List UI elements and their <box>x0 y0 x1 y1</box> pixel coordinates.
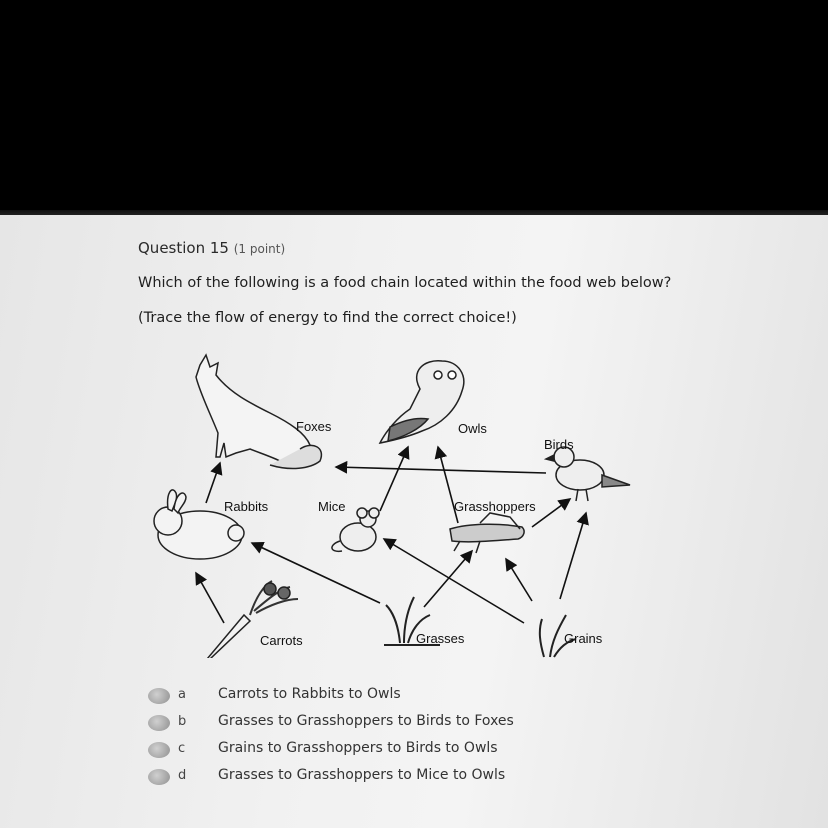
option-letter: a <box>178 687 186 702</box>
label-grains: Grains <box>564 631 603 646</box>
option-text: Grasses to Grasshoppers to Mice to Owls <box>218 767 506 783</box>
arrow-grains-mice <box>384 539 524 623</box>
option-text: Grains to Grasshoppers to Birds to Owls <box>218 740 498 756</box>
label-owls: Owls <box>458 421 487 436</box>
mouse-illustration <box>332 508 379 551</box>
fox-illustration <box>196 355 321 468</box>
label-mice: Mice <box>318 499 346 514</box>
arrow-carrots-rabbits <box>196 573 224 623</box>
label-grasshoppers: Grasshoppers <box>454 499 536 514</box>
radio-button[interactable] <box>148 688 170 704</box>
option-text: Grasses to Grasshoppers to Birds to Foxes <box>218 713 514 729</box>
radio-button[interactable] <box>148 715 170 731</box>
label-birds: Birds <box>544 437 574 452</box>
food-web-diagram <box>140 353 640 658</box>
option-text: Carrots to Rabbits to Owls <box>218 686 401 702</box>
question-title: Question 15 <box>138 239 229 257</box>
option-letter: c <box>178 741 186 756</box>
radio-button[interactable] <box>148 742 170 758</box>
arrow-mice-owls <box>380 447 408 511</box>
arrow-grains-birds <box>560 513 586 599</box>
arrow-grasshoppers-birds <box>532 499 570 527</box>
option-a[interactable] <box>148 686 548 710</box>
bird-illustration <box>546 447 630 501</box>
owl-illustration <box>380 361 464 443</box>
label-rabbits: Rabbits <box>224 499 269 514</box>
question-header <box>138 239 285 257</box>
option-b[interactable] <box>148 713 548 737</box>
arrow-rabbits-foxes <box>206 463 220 503</box>
arrow-grains-grasshoppers <box>506 559 532 601</box>
quiz-screen <box>0 215 828 828</box>
label-carrots: Carrots <box>260 633 303 648</box>
question-hint: (Trace the flow of energy to find the correct choice!) <box>138 310 517 326</box>
label-foxes: Foxes <box>296 419 332 434</box>
question-points: (1 point) <box>233 242 286 256</box>
radio-button[interactable] <box>148 769 170 785</box>
question-prompt: Which of the following is a food chain located within the food web below? <box>138 275 672 291</box>
grasshopper-illustration <box>450 513 524 553</box>
arrow-birds-foxes <box>336 467 546 473</box>
label-grasses: Grasses <box>416 631 465 646</box>
option-d[interactable] <box>148 767 548 791</box>
option-letter: d <box>178 768 187 783</box>
option-letter: b <box>178 714 187 729</box>
arrow-grasses-grasshoppers <box>424 551 472 607</box>
option-c[interactable] <box>148 740 548 764</box>
